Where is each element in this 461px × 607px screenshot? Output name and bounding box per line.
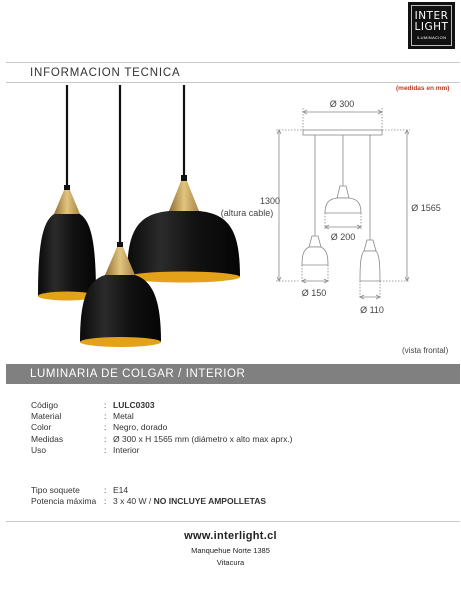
spec-key: Color (31, 422, 52, 433)
spec-value: Metal (113, 411, 134, 422)
spec-key: Código (31, 400, 58, 410)
view-note: (vista frontal) (402, 346, 449, 355)
product-category-title: LUMINARIA DE COLGAR / INTERIOR (30, 368, 246, 380)
dim-label-total-height: Ø 1565 (411, 203, 441, 213)
spec-separator: : (104, 484, 107, 495)
spec-row (31, 445, 293, 456)
dim-label-cable-height-sub: (altura cable) (220, 208, 274, 218)
spec-row-power (31, 496, 293, 507)
spec-key: Medidas (31, 433, 64, 444)
spec-value: Interior (113, 444, 140, 455)
spec-value-power-note: NO INCLUYE AMPOLLETAS (153, 496, 267, 507)
dim-label-width-top: Ø 300 (329, 99, 355, 109)
spec-value (113, 496, 266, 507)
brand-logo-line1: INTER (414, 10, 449, 22)
spec-row (31, 422, 293, 433)
section-title: INFORMACION TECNICA (30, 67, 181, 79)
dimension-diagram (276, 108, 410, 299)
spec-separator: : (104, 411, 107, 422)
spec-row (31, 400, 293, 411)
spec-separator: : (104, 496, 107, 507)
product-category-banner (6, 364, 460, 384)
spec-row (31, 434, 293, 445)
spec-value: E14 (113, 484, 129, 495)
spec-row-socket (31, 485, 293, 496)
spec-value: LULC0303 (113, 400, 155, 410)
brand-logo-line3: ILUMINACION (416, 35, 447, 40)
dim-label-mid-shade: Ø 200 (330, 232, 356, 242)
spec-row (31, 411, 293, 422)
dim-label-cable-height: 1300 (259, 196, 281, 206)
spec-table (31, 400, 293, 507)
spec-key: Potencia máxima (31, 496, 97, 507)
spec-value-power: 3 x 40 W / (113, 496, 154, 507)
spec-separator: : (104, 400, 107, 410)
footer-address: Manquehue Norte 1385 (191, 546, 270, 555)
spec-value: Negro, dorado (113, 422, 168, 433)
brand-logo-line2: LIGHT (414, 21, 449, 33)
spec-separator: : (104, 444, 107, 455)
dim-label-left-shade: Ø 150 (301, 288, 327, 298)
pendant-lamp-right (127, 175, 240, 283)
spec-value: Ø 300 x H 1565 mm (diámetro x alto max aprx.) (113, 433, 293, 444)
footer-city: Vitacura (216, 558, 245, 567)
spec-key: Uso (31, 444, 47, 455)
pendant-lamp-left (38, 185, 96, 301)
units-note: (medidas en mm) (396, 85, 450, 92)
spec-key: Material (31, 411, 62, 422)
footer-rule (6, 521, 460, 522)
spec-separator: : (104, 422, 107, 433)
spec-key: Tipo soquete (31, 484, 80, 495)
footer-website-link[interactable]: www.interlight.cl (184, 530, 277, 542)
spec-separator: : (104, 433, 107, 444)
dim-label-right-shade: Ø 110 (360, 305, 384, 315)
